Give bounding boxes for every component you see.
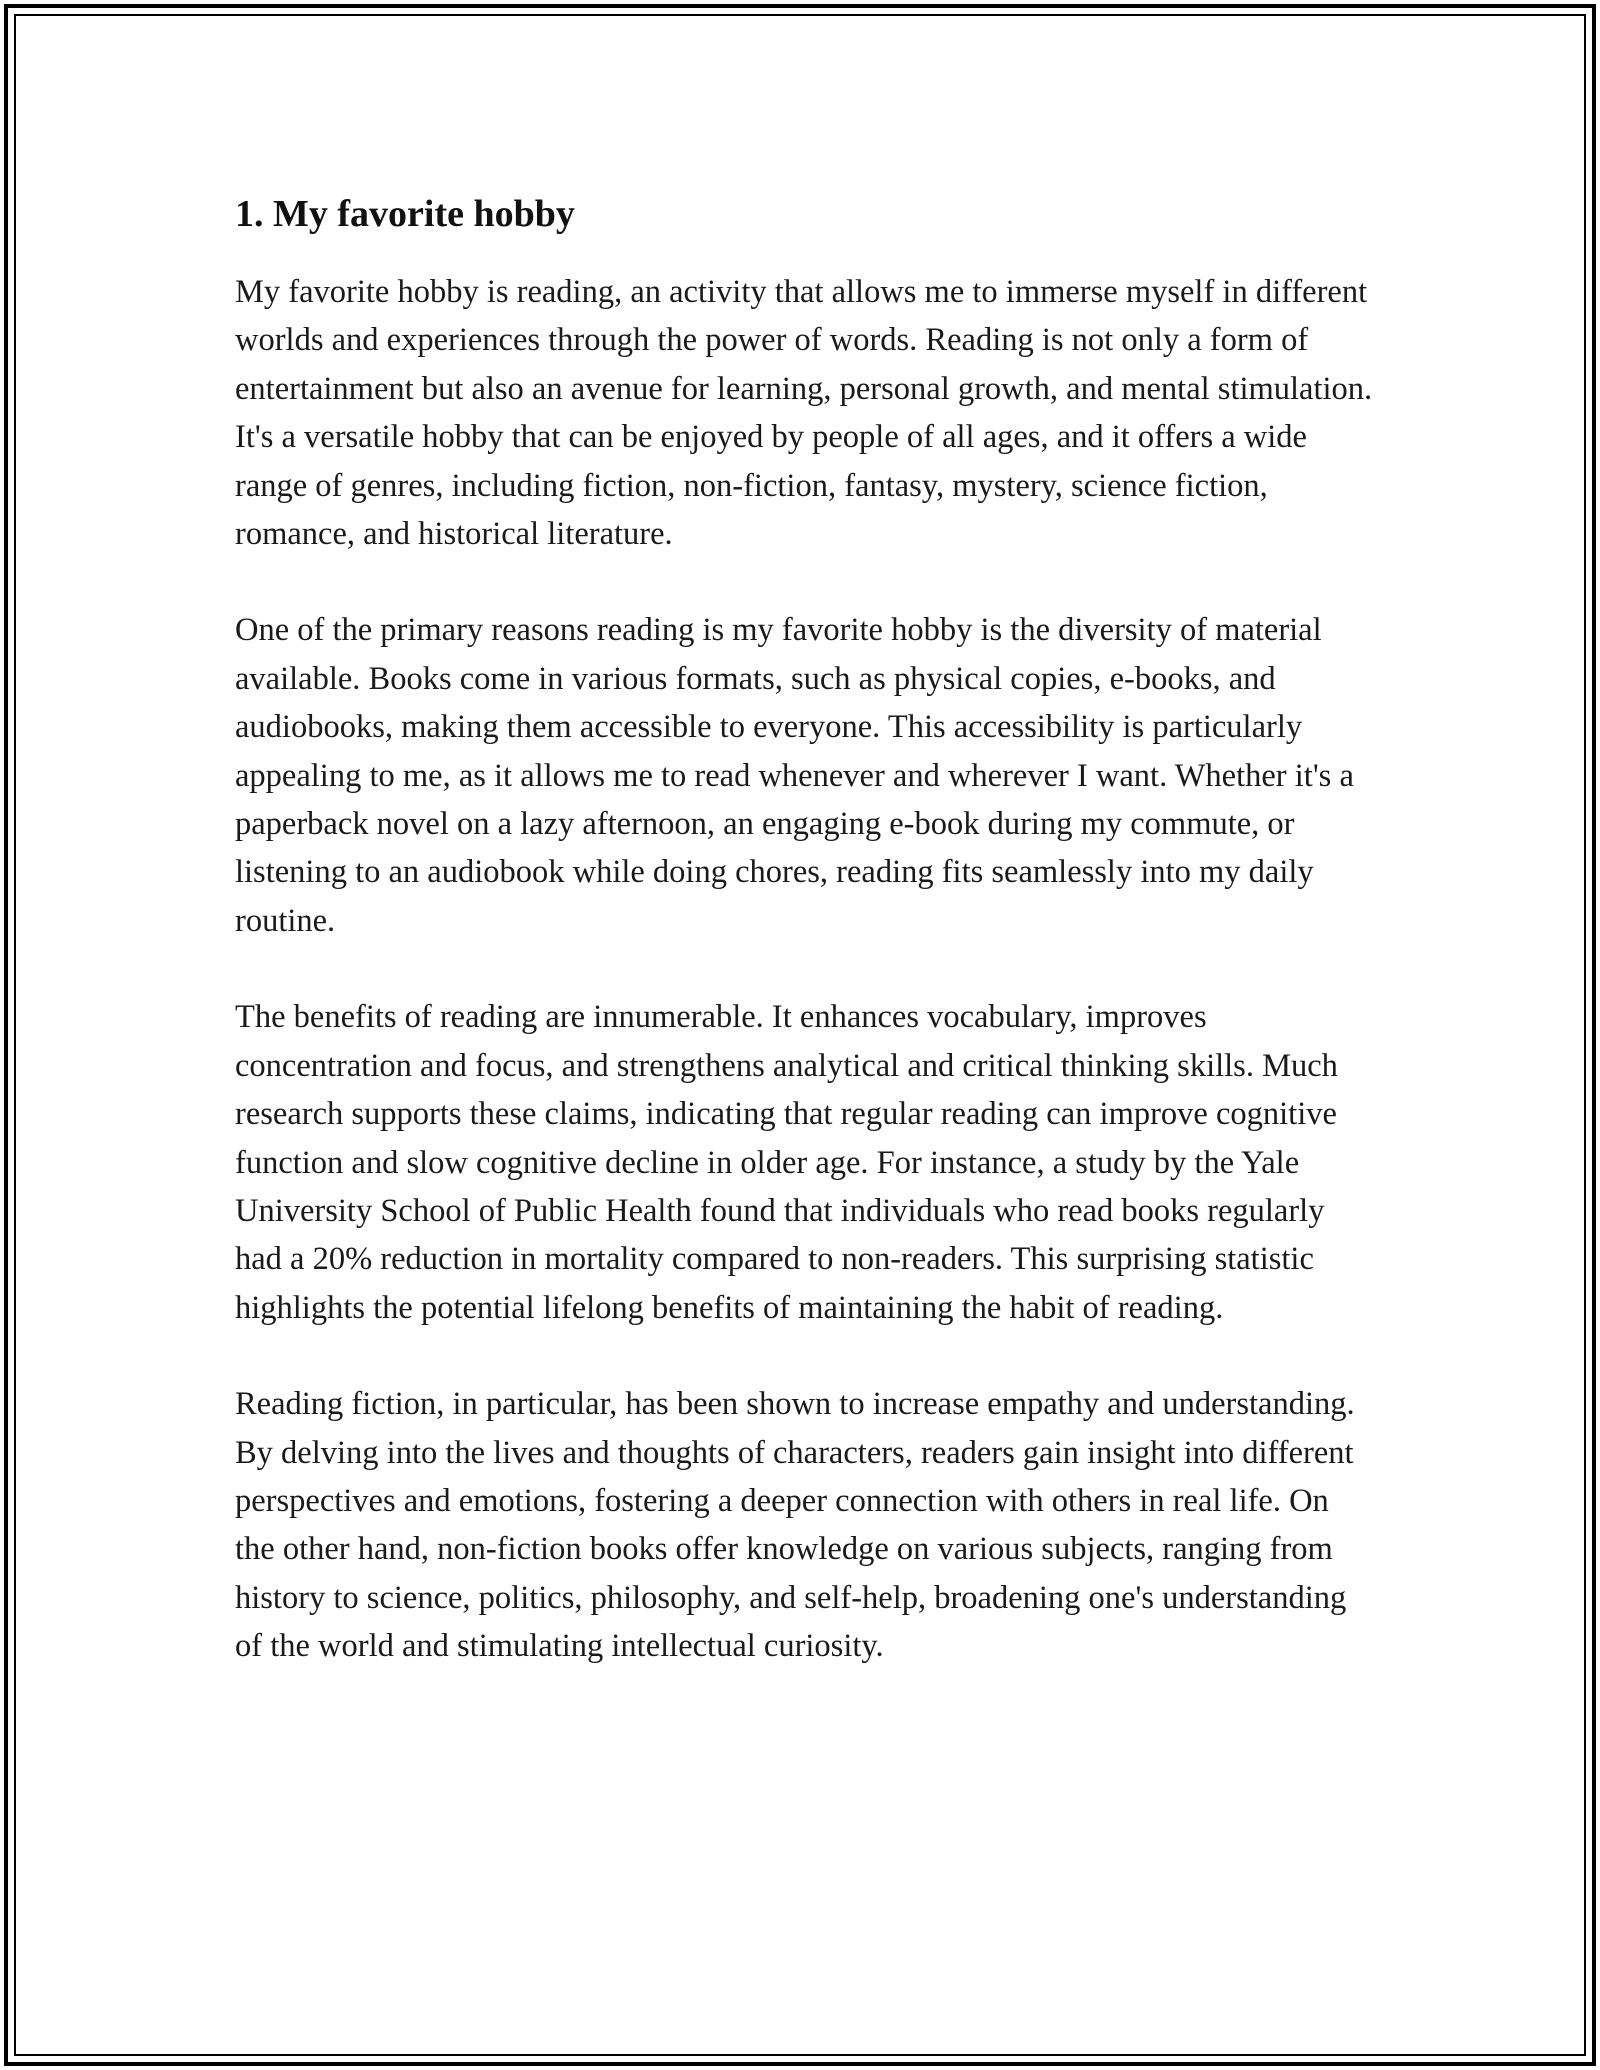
paragraph-4: Reading fiction, in particular, has been shown to increase empathy and understanding. By delving into the lives and thoughts of characters, readers gain insight into different perspectives and emotions, fostering a deeper connection with others in real life. On the other hand, non-fiction books offer knowledge on various subjects, ranging from history to science, politics, philosophy, and self-help, broadening one's understanding of the world and stimulating intellectual curiosity. [235,1386,1355,1665]
document-title: 1. My favorite hobby [235,193,575,235]
document-body [235,188,1375,1719]
paragraph-2: One of the primary reasons reading is my favorite hobby is the diversity of material available. Books come in various formats, such as physical copies, e-books, and audiobooks, making them accessible to everyone. This accessibility is particularly appealing to me, as it allows me to read whenever and wherever I want. Whether it's a paperback novel on a lazy afternoon, an engaging e-book during my commute, or listening to an audiobook while doing chores, reading fits seamlessly into my daily routine. [235,612,1354,939]
paragraph-3: The benefits of reading are innumerable. It enhances vocabulary, improves concentration and focus, and strengthens analytical and critical thinking skills. Much research supports these claims, indicating that regular reading can improve cognitive function and slow cognitive decline in older age. For instance, a study by the Yale University School of Public Health found that individuals who read books regularly had a 20% reduction in mortality compared to non-readers. This surprising statistic highlights the potential lifelong benefits of maintaining the habit of reading. [235,999,1338,1326]
paragraph-1: My favorite hobby is reading, an activity that allows me to immerse myself in different worlds and experiences through the power of words. Reading is not only a form of entertainment but also an avenue for learning, personal growth, and mental stimulation. It's a versatile hobby that can be enjoyed by people of all ages, and it offers a wide range of genres, including fiction, non-fiction, fantasy, mystery, science fiction, romance, and historical literature. [235,274,1373,553]
